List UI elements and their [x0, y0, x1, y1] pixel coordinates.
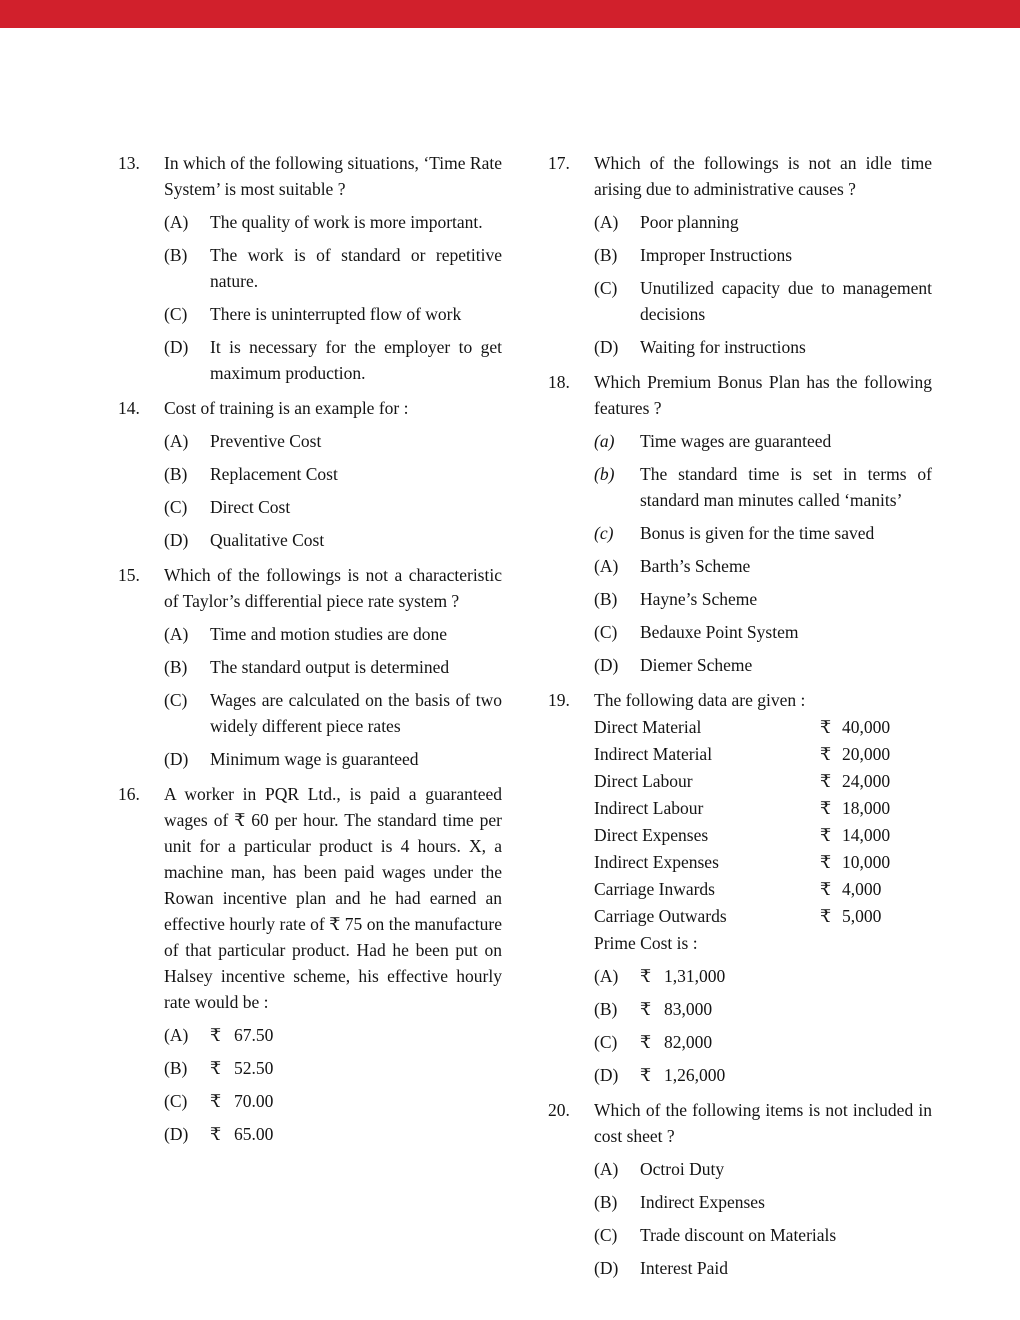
option-label: (D)	[164, 530, 189, 550]
data-amount	[820, 903, 932, 929]
option-item	[594, 1222, 932, 1248]
option-label: (D)	[164, 1124, 189, 1144]
amount-value: 4,000	[842, 879, 882, 899]
feature-text: Time wages are guaranteed	[640, 431, 832, 451]
option-value: Poor planning	[640, 212, 739, 232]
option-text	[210, 334, 502, 386]
option-item	[594, 1255, 932, 1281]
question-text: Which Premium Bonus Plan has the following features ?	[594, 372, 932, 418]
option-item	[594, 553, 932, 579]
question	[118, 562, 502, 772]
option-value: 70.00	[234, 1091, 274, 1111]
option-text	[640, 996, 932, 1022]
option-label: (A)	[594, 556, 619, 576]
option-value: Interest Paid	[640, 1258, 728, 1278]
option-text	[210, 461, 502, 487]
option-item	[594, 1029, 932, 1055]
data-item-label: Indirect Labour	[594, 798, 704, 818]
option-text	[210, 1088, 502, 1114]
data-row	[594, 822, 932, 848]
rupee-sign: ₹	[820, 744, 832, 764]
option-label: (C)	[594, 1225, 618, 1245]
option-text	[210, 746, 502, 772]
option-value: Preventive Cost	[210, 431, 322, 451]
option-label: (D)	[594, 1065, 619, 1085]
option-label: (B)	[164, 245, 188, 265]
question	[548, 369, 932, 678]
option-text	[210, 494, 502, 520]
option-label: (D)	[164, 749, 189, 769]
option-item	[164, 527, 502, 553]
data-item-label: Indirect Material	[594, 744, 713, 764]
option-value: Indirect Expenses	[640, 1192, 765, 1212]
question-number: 17.	[548, 153, 570, 173]
question-text: Which of the followings is not a characteristic of Taylor’s differential piece rate system ?	[164, 565, 502, 611]
option-label: (C)	[594, 278, 618, 298]
question-head	[118, 562, 502, 614]
option-text	[640, 1062, 932, 1088]
column-1	[118, 150, 502, 1290]
option-item	[594, 963, 932, 989]
option-item	[594, 652, 932, 678]
option-item	[164, 687, 502, 739]
feature-label: (b)	[594, 464, 615, 484]
feature-item	[594, 461, 932, 513]
column-2	[548, 150, 932, 1290]
top-banner	[0, 0, 1020, 28]
option-text	[640, 553, 932, 579]
question-text: Cost of training is an example for :	[164, 398, 409, 418]
amount-value: 14,000	[842, 825, 891, 845]
option-value: Wages are calculated on the basis of two widely different piece rates	[210, 690, 502, 736]
option-value: 67.50	[234, 1025, 274, 1045]
option-label: (C)	[164, 690, 188, 710]
option-item	[164, 242, 502, 294]
question-head	[548, 369, 932, 421]
question-number: 14.	[118, 398, 140, 418]
rupee-sign: ₹	[210, 1091, 222, 1111]
question-head	[118, 150, 502, 202]
option-value: 1,31,000	[664, 966, 726, 986]
data-amount	[820, 795, 932, 821]
option-item	[164, 209, 502, 235]
option-text	[210, 1022, 502, 1048]
option-text	[640, 652, 932, 678]
amount-value: 18,000	[842, 798, 891, 818]
question-head	[548, 150, 932, 202]
option-value: Unutilized capacity due to management decisions	[640, 278, 932, 324]
question-columns	[118, 150, 932, 1290]
option-text	[640, 1255, 932, 1281]
option-label: (D)	[594, 1258, 619, 1278]
option-label: (A)	[594, 966, 619, 986]
data-item-label: Direct Labour	[594, 771, 693, 791]
option-text	[640, 619, 932, 645]
option-label: (B)	[594, 999, 618, 1019]
option-item	[164, 428, 502, 454]
rupee-sign: ₹	[820, 771, 832, 791]
option-value: Diemer Scheme	[640, 655, 753, 675]
option-text	[210, 1121, 502, 1147]
option-text	[210, 654, 502, 680]
option-label: (B)	[594, 1192, 618, 1212]
option-item	[594, 619, 932, 645]
option-value: There is uninterrupted flow of work	[210, 304, 462, 324]
option-item	[164, 1055, 502, 1081]
option-item	[594, 334, 932, 360]
question-text: The following data are given :	[594, 690, 806, 710]
question	[118, 781, 502, 1147]
option-item	[594, 275, 932, 327]
option-value: The quality of work is more important.	[210, 212, 483, 232]
feature-text: Bonus is given for the time saved	[640, 523, 875, 543]
option-item	[164, 1088, 502, 1114]
option-value: Waiting for instructions	[640, 337, 806, 357]
rupee-sign: ₹	[210, 1124, 222, 1144]
rupee-sign: ₹	[640, 999, 652, 1019]
option-item	[164, 1022, 502, 1048]
option-value: Replacement Cost	[210, 464, 338, 484]
option-label: (A)	[594, 212, 619, 232]
option-text	[640, 1222, 932, 1248]
data-row	[594, 849, 932, 875]
option-text	[210, 527, 502, 553]
data-item-label: Direct Expenses	[594, 825, 709, 845]
option-item	[164, 1121, 502, 1147]
question-text: Which of the following items is not included in cost sheet ?	[594, 1100, 932, 1146]
option-text	[210, 621, 502, 647]
option-text	[210, 1055, 502, 1081]
option-label: (B)	[594, 589, 618, 609]
rupee-sign: ₹	[640, 1065, 652, 1085]
option-item	[594, 242, 932, 268]
option-value: It is necessary for the employer to get maximum production.	[210, 337, 502, 383]
option-text	[640, 586, 932, 612]
option-value: Hayne’s Scheme	[640, 589, 758, 609]
option-text	[640, 209, 932, 235]
question	[548, 150, 932, 360]
option-item	[164, 334, 502, 386]
option-label: (C)	[164, 1091, 188, 1111]
question-text: In which of the following situations, ‘Time Rate System’ is most suitable ?	[164, 153, 502, 199]
data-amount	[820, 741, 932, 767]
option-label: (D)	[594, 337, 619, 357]
option-label: (B)	[164, 657, 188, 677]
amount-value: 10,000	[842, 852, 891, 872]
option-value: Trade discount on Materials	[640, 1225, 837, 1245]
option-item	[594, 209, 932, 235]
data-amount	[820, 822, 932, 848]
rupee-sign: ₹	[820, 906, 832, 926]
amount-value: 24,000	[842, 771, 891, 791]
option-text	[210, 428, 502, 454]
option-value: Improper Instructions	[640, 245, 793, 265]
data-item-label: Carriage Inwards	[594, 879, 715, 899]
amount-value: 20,000	[842, 744, 891, 764]
option-text	[640, 275, 932, 327]
question	[548, 1097, 932, 1281]
data-item-label: Indirect Expenses	[594, 852, 719, 872]
option-label: (D)	[594, 655, 619, 675]
option-text	[210, 209, 502, 235]
table-footer-text: Prime Cost is :	[594, 933, 698, 953]
question-text: A worker in PQR Ltd., is paid a guaranteed wages of ₹ 60 per hour. The standard time per unit for a particular product is 4 hours. X, a machine man, has been paid wages under the Rowan incentive plan and he had earned an effective hourly rate of ₹ 75 on the manufacture of that particular product. Had he been put on Halsey incentive scheme, his effective hourly rate would be :	[164, 784, 502, 1012]
option-label: (B)	[594, 245, 618, 265]
option-label: (C)	[594, 622, 618, 642]
question-text: Which of the followings is not an idle time arising due to administrative causes ?	[594, 153, 932, 199]
rupee-sign: ₹	[820, 798, 832, 818]
rupee-sign: ₹	[820, 879, 832, 899]
option-label: (C)	[164, 497, 188, 517]
option-label: (B)	[164, 1058, 188, 1078]
option-value: Barth’s Scheme	[640, 556, 751, 576]
option-text	[640, 1029, 932, 1055]
data-row	[594, 741, 932, 767]
question-number: 15.	[118, 565, 140, 585]
option-value: The standard output is determined	[210, 657, 450, 677]
feature-item	[594, 520, 932, 546]
feature-label: (c)	[594, 523, 614, 543]
option-text	[640, 1156, 932, 1182]
option-label: (D)	[164, 337, 189, 357]
option-label: (C)	[164, 304, 188, 324]
rupee-sign: ₹	[820, 852, 832, 872]
question-number: 13.	[118, 153, 140, 173]
rupee-sign: ₹	[640, 1032, 652, 1052]
question-number: 16.	[118, 784, 140, 804]
option-label: (A)	[594, 1159, 619, 1179]
question-number: 19.	[548, 690, 570, 710]
option-text	[210, 687, 502, 739]
feature-item	[594, 428, 932, 454]
data-item-label: Carriage Outwards	[594, 906, 727, 926]
rupee-sign: ₹	[640, 966, 652, 986]
option-item	[164, 494, 502, 520]
option-item	[164, 621, 502, 647]
option-item	[594, 586, 932, 612]
rupee-sign: ₹	[210, 1058, 222, 1078]
data-amount	[820, 849, 932, 875]
amount-value: 40,000	[842, 717, 891, 737]
option-value: 52.50	[234, 1058, 274, 1078]
option-value: 1,26,000	[664, 1065, 726, 1085]
option-label: (A)	[164, 624, 189, 644]
question	[118, 150, 502, 386]
rupee-sign: ₹	[210, 1025, 222, 1045]
data-row	[594, 876, 932, 902]
option-label: (B)	[164, 464, 188, 484]
option-item	[164, 746, 502, 772]
option-value: The work is of standard or repetitive nature.	[210, 245, 502, 291]
data-row	[594, 903, 932, 929]
option-text	[640, 242, 932, 268]
amount-value: 5,000	[842, 906, 882, 926]
option-item	[594, 1156, 932, 1182]
option-value: Qualitative Cost	[210, 530, 325, 550]
option-item	[164, 301, 502, 327]
option-item	[594, 1062, 932, 1088]
question	[118, 395, 502, 553]
option-text	[210, 242, 502, 294]
question-head	[548, 687, 932, 713]
question-head	[548, 1097, 932, 1149]
data-item-label: Direct Material	[594, 717, 702, 737]
option-text	[640, 963, 932, 989]
data-amount	[820, 714, 932, 740]
option-text	[640, 334, 932, 360]
data-amount	[820, 876, 932, 902]
rupee-sign: ₹	[820, 717, 832, 737]
question-head	[118, 395, 502, 421]
option-value: Time and motion studies are done	[210, 624, 448, 644]
feature-text: The standard time is set in terms of standard man minutes called ‘manits’	[640, 464, 932, 510]
option-value: Direct Cost	[210, 497, 291, 517]
data-row	[594, 795, 932, 821]
option-label: (A)	[164, 1025, 189, 1045]
option-text	[210, 301, 502, 327]
data-row	[594, 714, 932, 740]
option-value: Bedauxe Point System	[640, 622, 799, 642]
question	[548, 687, 932, 1088]
option-item	[164, 654, 502, 680]
option-text	[640, 1189, 932, 1215]
feature-label: (a)	[594, 431, 615, 451]
data-amount	[820, 768, 932, 794]
question-number: 20.	[548, 1100, 570, 1120]
question-number: 18.	[548, 372, 570, 392]
rupee-sign: ₹	[820, 825, 832, 845]
question-head	[118, 781, 502, 1015]
option-value: 83,000	[664, 999, 713, 1019]
option-item	[594, 1189, 932, 1215]
option-value: 82,000	[664, 1032, 713, 1052]
option-label: (A)	[164, 212, 189, 232]
option-value: 65.00	[234, 1124, 274, 1144]
option-label: (C)	[594, 1032, 618, 1052]
option-value: Octroi Duty	[640, 1159, 725, 1179]
option-value: Minimum wage is guaranteed	[210, 749, 419, 769]
option-item	[594, 996, 932, 1022]
option-item	[164, 461, 502, 487]
data-row	[594, 768, 932, 794]
option-label: (A)	[164, 431, 189, 451]
